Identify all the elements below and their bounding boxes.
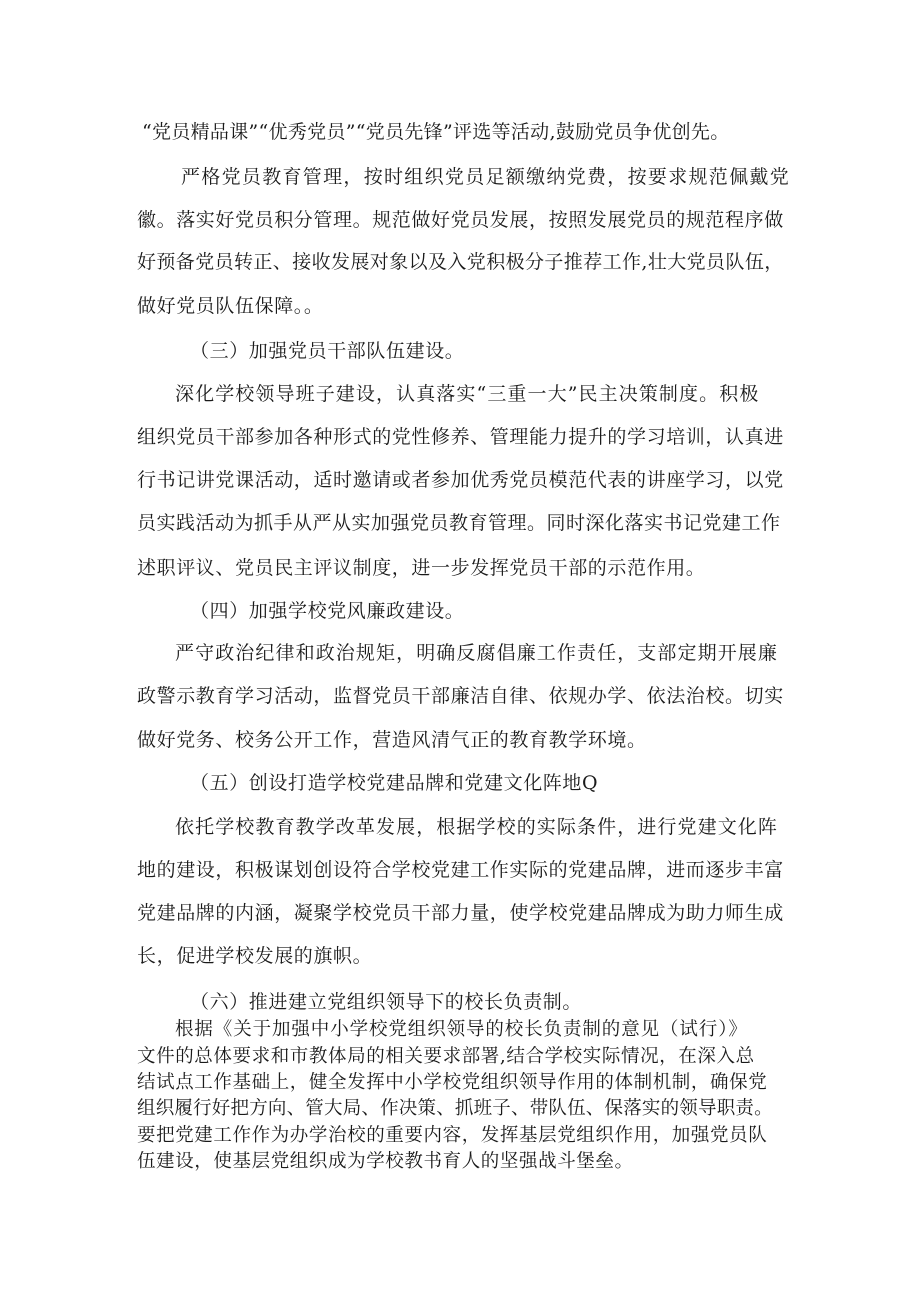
paragraph-line: 员实践活动为抓手从严从实加强党员教育管理。同时深化落实书记党建工作	[137, 512, 781, 534]
paragraph-line: 党建品牌的内涵，凝聚学校党员干部力量，使学校党建品牌成为助力师生成	[137, 902, 784, 924]
section-heading: （五）创设打造学校党建品牌和党建文化阵地Q	[190, 772, 599, 794]
paragraph-line: 要把党建工作作为办学治校的重要内容，发挥基层党组织作用，加强党员队	[137, 1125, 768, 1146]
paragraph-line: 政警示教育学习活动，监督党员干部廉洁自律、依规办学、依法治校。切实	[137, 685, 784, 707]
paragraph-line: “党员精品课”“优秀党员”“党员先锋”评选等活动,鼓励党员争优创先。	[142, 121, 730, 143]
paragraph-line: 严格党员教育管理，按时组织党员足额缴纳党费，按要求规范佩戴党	[181, 166, 791, 188]
paragraph-line: 严守政治纪律和政治规矩，明确反腐倡廉工作责任，支部定期开展廉	[175, 642, 779, 664]
paragraph-line: 文件的总体要求和市教体局的相关要求部署,结合学校实际情况，在深入总	[137, 1046, 755, 1067]
paragraph-line: 做好党务、校务公开工作，营造风清气正的教育教学环境。	[137, 729, 647, 751]
paragraph-line: 做好党员队伍保障。。	[137, 295, 324, 317]
paragraph-line: 行书记讲党课活动，适时邀请或者参加优秀党员模范代表的讲座学习，以党	[137, 469, 784, 491]
paragraph-line: 结试点工作基础上，健全发挥中小学校党组织领导作用的体制机制，确保党	[137, 1072, 768, 1093]
paragraph-line: 徽。落实好党员积分管理。规范做好党员发展，按照发展党员的规范程序做	[137, 209, 784, 231]
paragraph-line: 根据《关于加强中小学校党组织领导的校长负责制的意见（试行）》	[175, 1019, 748, 1040]
paragraph-line: 长，促进学校发展的旗帜。	[137, 945, 373, 967]
paragraph-line: 组织履行好把方向、管大局、作决策、抓班子、带队伍、保落实的领导职责。	[137, 1098, 773, 1119]
section-heading: （六）推进建立党组织领导下的校长负责制。	[190, 991, 583, 1013]
section-heading: （四）加强学校党风廉政建设。	[190, 600, 465, 622]
paragraph-line: 述职评议、党员民主评议制度，进一步发挥党员干部的示范作用。	[137, 557, 706, 579]
paragraph-line: 地的建设，积极谋划创设符合学校党建工作实际的党建品牌，进而逐步丰富	[137, 859, 784, 881]
paragraph-line: 依托学校教育教学改革发展，根据学校的实际条件，进行党建文化阵	[175, 816, 779, 838]
paragraph-line: 深化学校领导班子建设，认真落实“三重一大”民主决策制度。积极	[175, 383, 760, 405]
paragraph-line: 组织党员干部参加各种形式的党性修养、管理能力提升的学习培训，认真进	[137, 426, 784, 448]
paragraph-line: 好预备党员转正、接收发展对象以及入党积极分子推荐工作,壮大党员队伍，	[137, 251, 784, 273]
paragraph-line: 伍建设，使基层党组织成为学校教书育人的坚强战斗堡垒。	[137, 1151, 634, 1172]
section-heading: （三）加强党员干部队伍建设。	[190, 340, 465, 362]
